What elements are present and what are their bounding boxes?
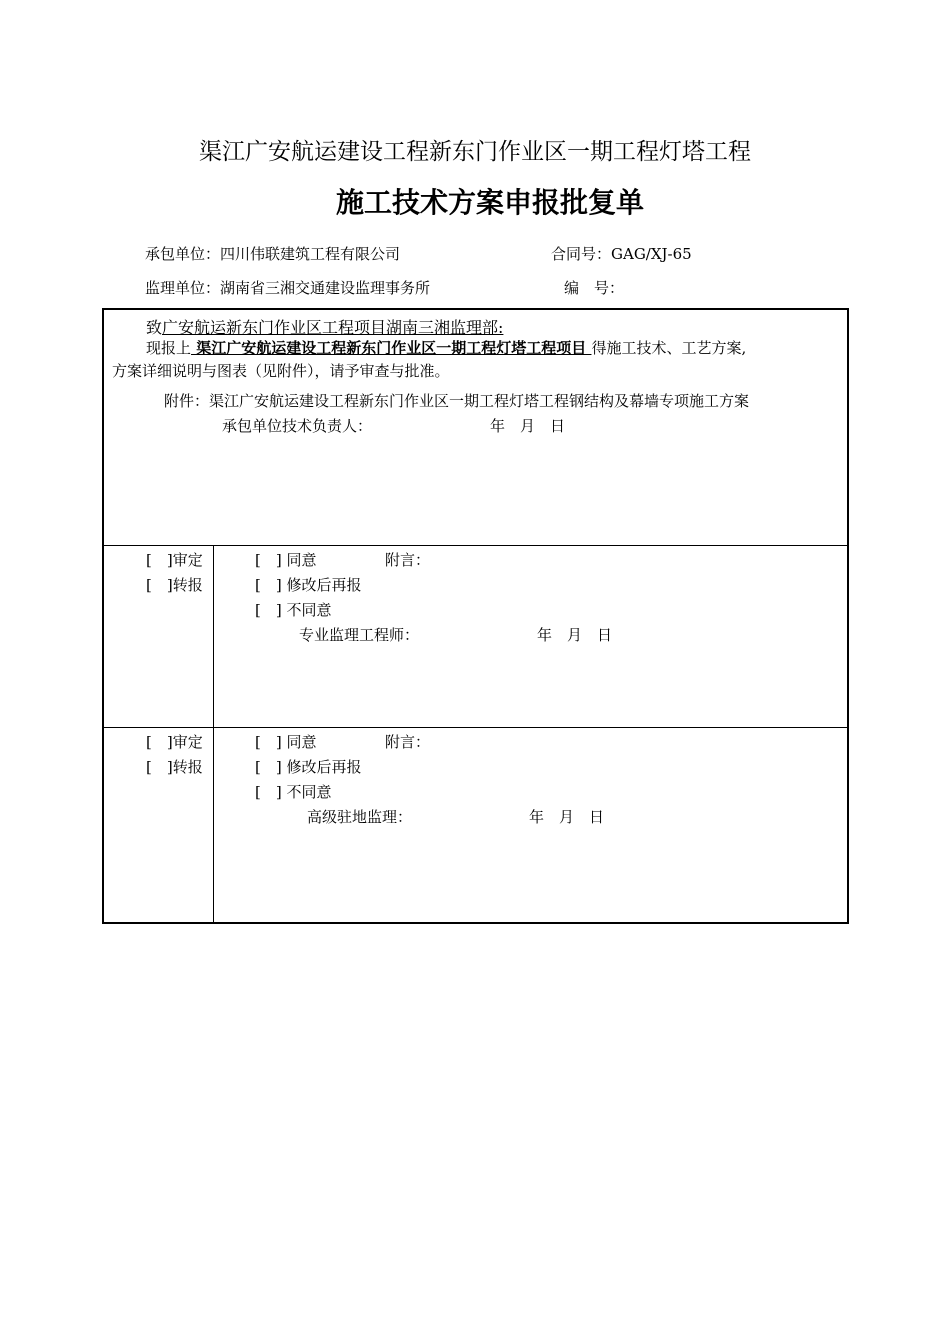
row-divider-1	[104, 545, 847, 546]
engineer-sign-date: 年 月 日	[537, 626, 613, 644]
option-disagree-2[interactable]: [ ] 不同意	[255, 783, 332, 801]
option-agree-1[interactable]: [ ] 同意	[255, 551, 317, 569]
contractor-signer-label: 承包单位技术负责人：	[222, 417, 373, 435]
document-title: 渠江广安航运建设工程新东门作业区一期工程灯塔工程	[199, 139, 751, 165]
recipient-prefix: 致	[146, 318, 163, 337]
recipient-name: 广安航运新东门作业区工程项目湖南三湘监理部:	[162, 318, 504, 337]
supervisor-info: 监理单位：湖南省三湘交通建设监理事务所	[145, 279, 431, 297]
contract-number: 合同号：GAG/XJ-65	[551, 245, 692, 263]
remark-label-2: 附言：	[385, 733, 431, 751]
attachment-line: 附件：渠江广安航运建设工程新东门作业区一期工程灯塔工程钢结构及幕墙专项施工方案	[164, 392, 750, 410]
option-revise-2[interactable]: [ ] 修改后再报	[255, 758, 362, 776]
report-line-2: 方案详细说明与图表（见附件），请予审查与批准。	[112, 362, 450, 380]
senior-supervisor-label: 高级驻地监理：	[307, 808, 413, 826]
option-forward-1[interactable]: [ ]转报	[146, 576, 203, 594]
contractor-info: 承包单位：四川伟联建筑工程有限公司	[145, 245, 401, 263]
report-prefix: 现报上	[146, 339, 192, 357]
option-disagree-1[interactable]: [ ] 不同意	[255, 601, 332, 619]
row-divider-2	[104, 727, 847, 728]
remark-label-1: 附言：	[385, 551, 431, 569]
form-title: 施工技术方案申报批复单	[335, 186, 644, 219]
report-line	[146, 337, 746, 358]
option-agree-2[interactable]: [ ] 同意	[255, 733, 317, 751]
option-revise-1[interactable]: [ ] 修改后再报	[255, 576, 362, 594]
column-divider	[213, 546, 214, 922]
option-forward-2[interactable]: [ ]转报	[146, 758, 203, 776]
report-suffix: 得施工技术、工艺方案,	[591, 339, 747, 357]
report-project-name: 渠江广安航运建设工程新东门作业区一期工程灯塔工程项目	[191, 339, 592, 357]
option-approve-2[interactable]: [ ]审定	[146, 733, 203, 751]
approval-form-table	[102, 308, 849, 924]
option-approve-1[interactable]: [ ]审定	[146, 551, 203, 569]
contractor-sign-date: 年 月 日	[490, 417, 566, 435]
recipient-line	[146, 315, 503, 338]
engineer-signer-label: 专业监理工程师：	[299, 626, 420, 644]
senior-supervisor-sign-date: 年 月 日	[529, 808, 605, 826]
serial-number: 编 号：	[564, 279, 625, 297]
